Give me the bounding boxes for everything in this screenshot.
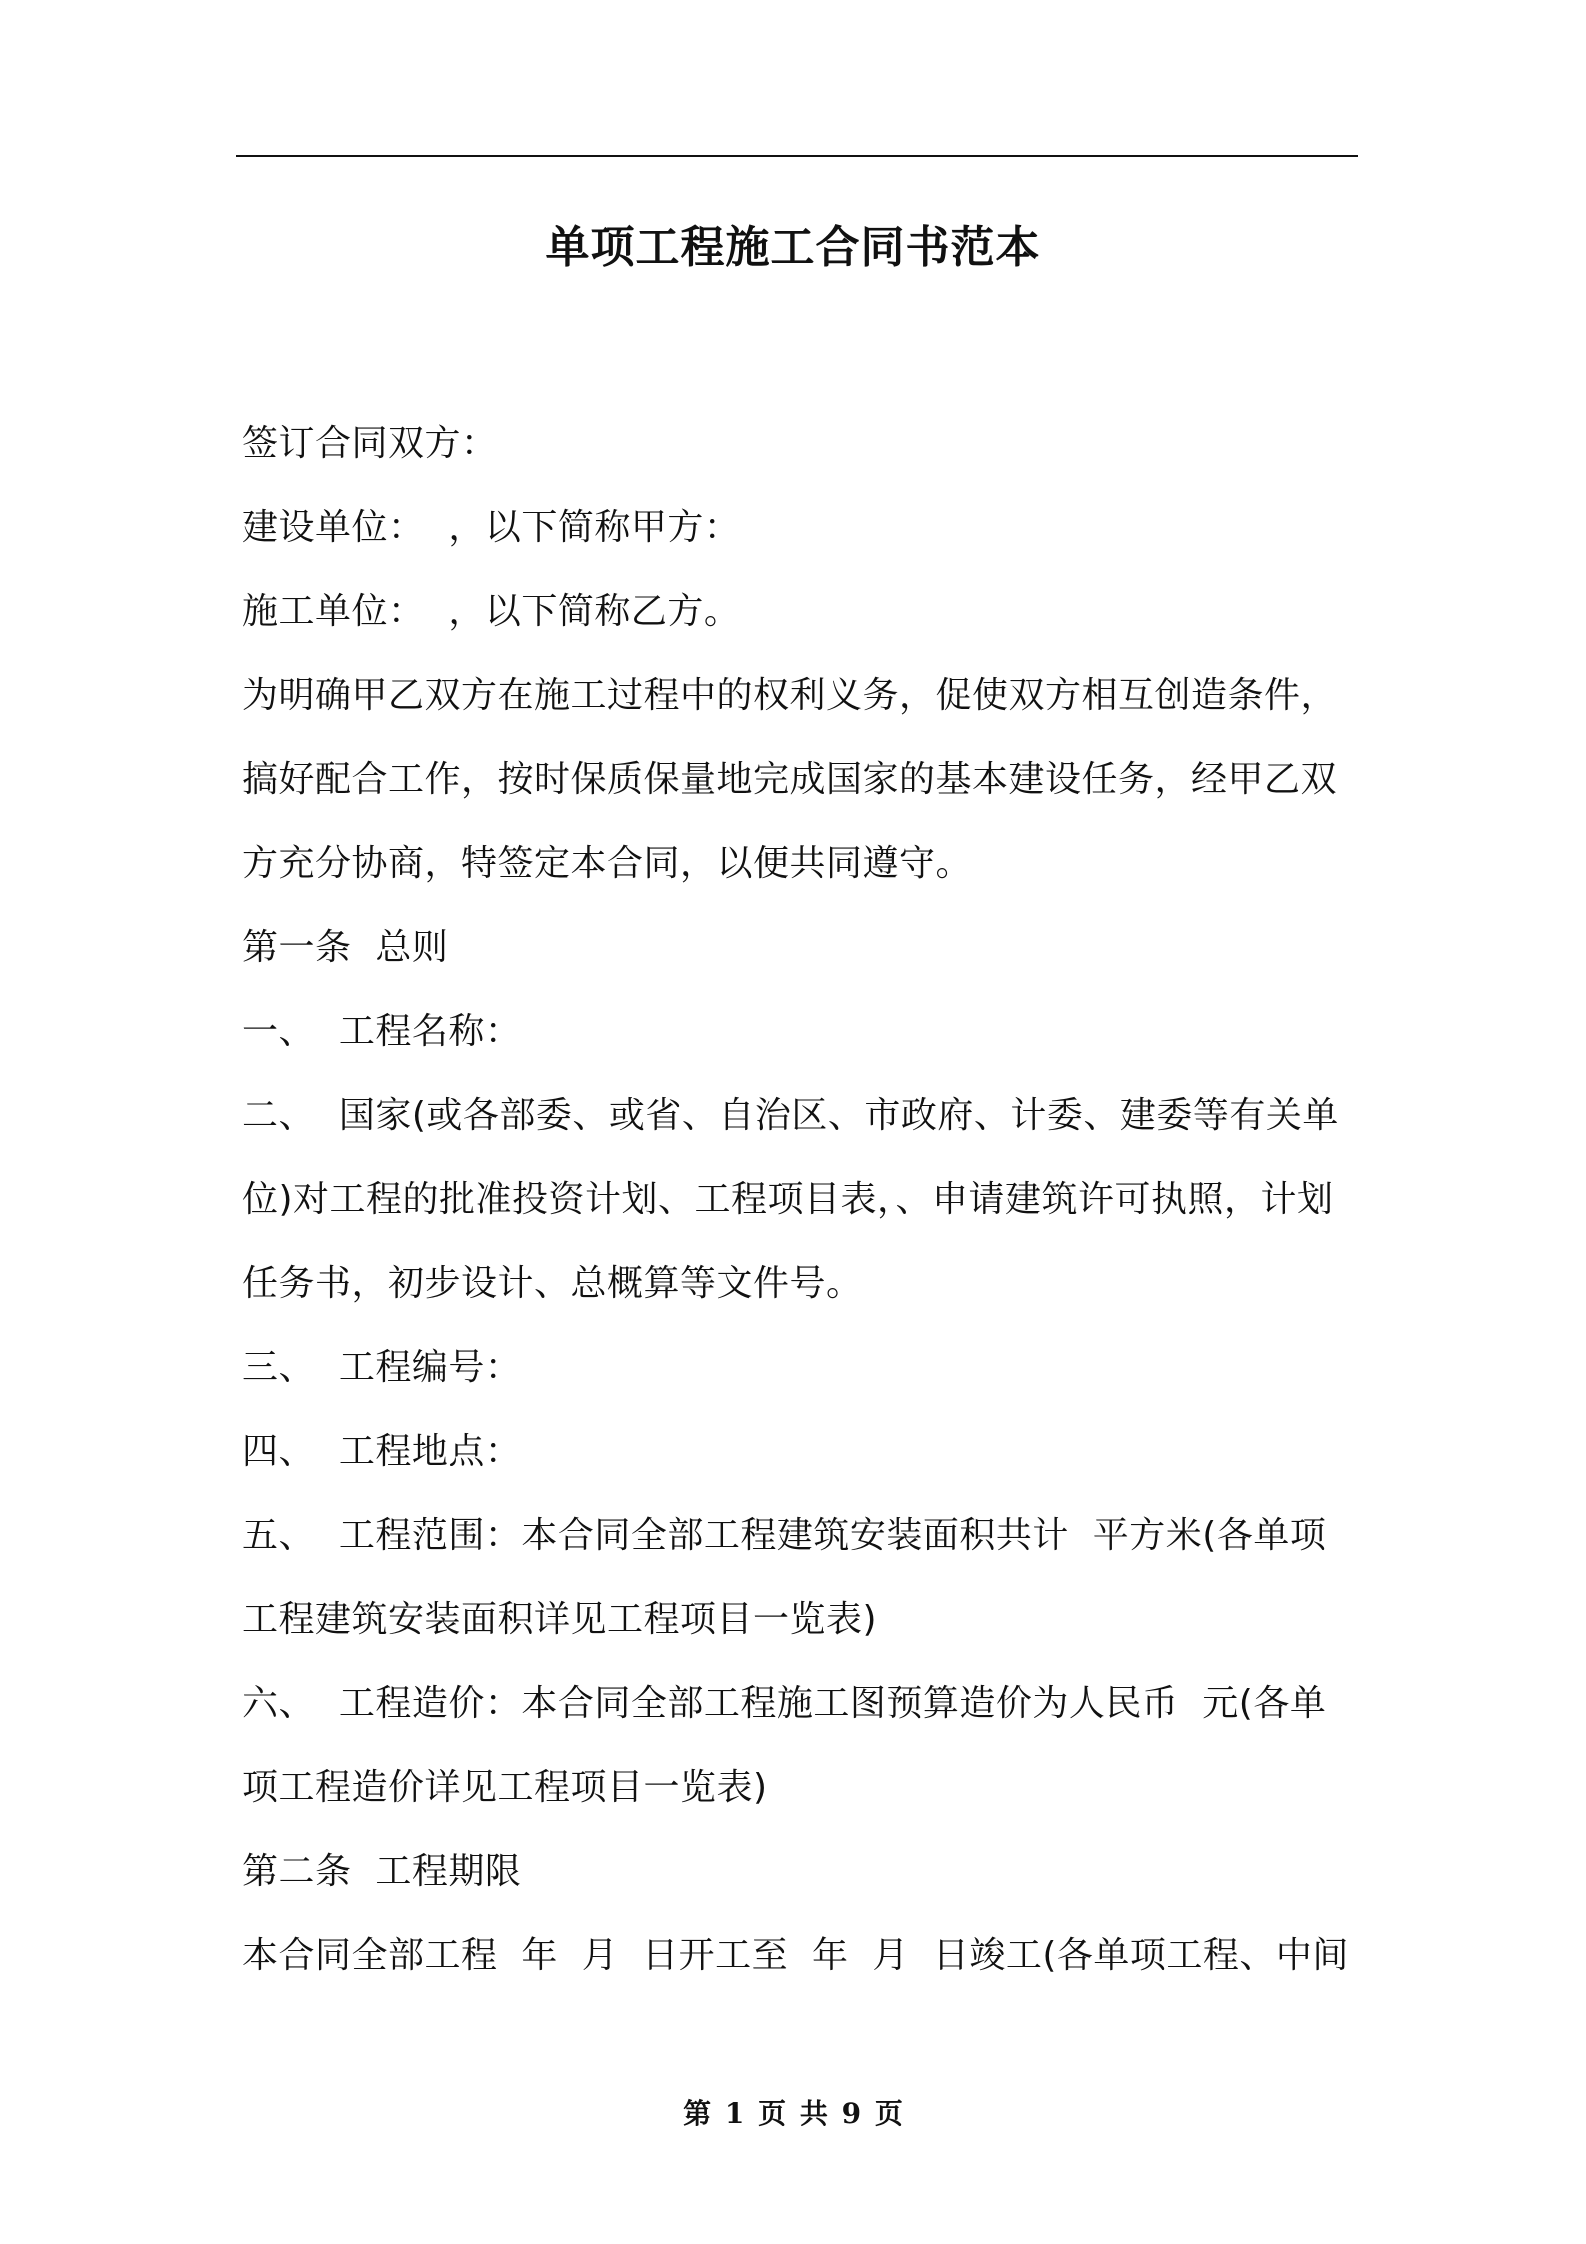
- header-rule: [236, 155, 1358, 157]
- body-line: 工程建筑安装面积详见工程项目一览表): [242, 1599, 878, 1640]
- body-line: 位)对工程的批准投资计划、工程项目表，、申请建筑许可执照，计划: [242, 1179, 1334, 1220]
- document-body: [242, 402, 1354, 1998]
- body-line: 项工程造价详见工程项目一览表): [242, 1767, 768, 1808]
- body-line: 六、 工程造价：本合同全部工程施工图预算造价为人民币 元(各单: [242, 1683, 1327, 1724]
- body-line: 三、 工程编号：: [242, 1347, 522, 1388]
- body-line: 任务书，初步设计、总概算等文件号。: [242, 1263, 863, 1304]
- body-line: 签订合同双方：: [242, 423, 498, 464]
- body-line: 五、 工程范围：本合同全部工程建筑安装面积共计 平方米(各单项: [242, 1515, 1327, 1556]
- body-line: 一、 工程名称：: [242, 1011, 522, 1052]
- article-heading: 第一条 总则: [242, 927, 449, 968]
- body-line: 搞好配合工作，按时保质保量地完成国家的基本建设任务，经甲乙双: [242, 759, 1338, 800]
- body-line: 二、 国家(或各部委、或省、自治区、市政府、计委、建委等有关单: [242, 1095, 1339, 1136]
- article-heading: 第二条 工程期限: [242, 1851, 522, 1892]
- page-footer: 第 1 页 共 9 页: [683, 2097, 903, 2130]
- body-line: 本合同全部工程 年 月 日开工至 年 月 日竣工(各单项工程、中间: [242, 1935, 1349, 1976]
- document-title: 单项工程施工合同书范本: [545, 222, 1041, 273]
- body-line: 四、 工程地点：: [242, 1431, 522, 1472]
- body-line: 建设单位： ，以下简称甲方：: [242, 507, 741, 548]
- body-line: 施工单位： ，以下简称乙方。: [242, 591, 741, 632]
- body-line: 方充分协商，特签定本合同，以便共同遵守。: [242, 843, 973, 884]
- body-line: 为明确甲乙双方在施工过程中的权利义务，促使双方相互创造条件，: [242, 675, 1338, 716]
